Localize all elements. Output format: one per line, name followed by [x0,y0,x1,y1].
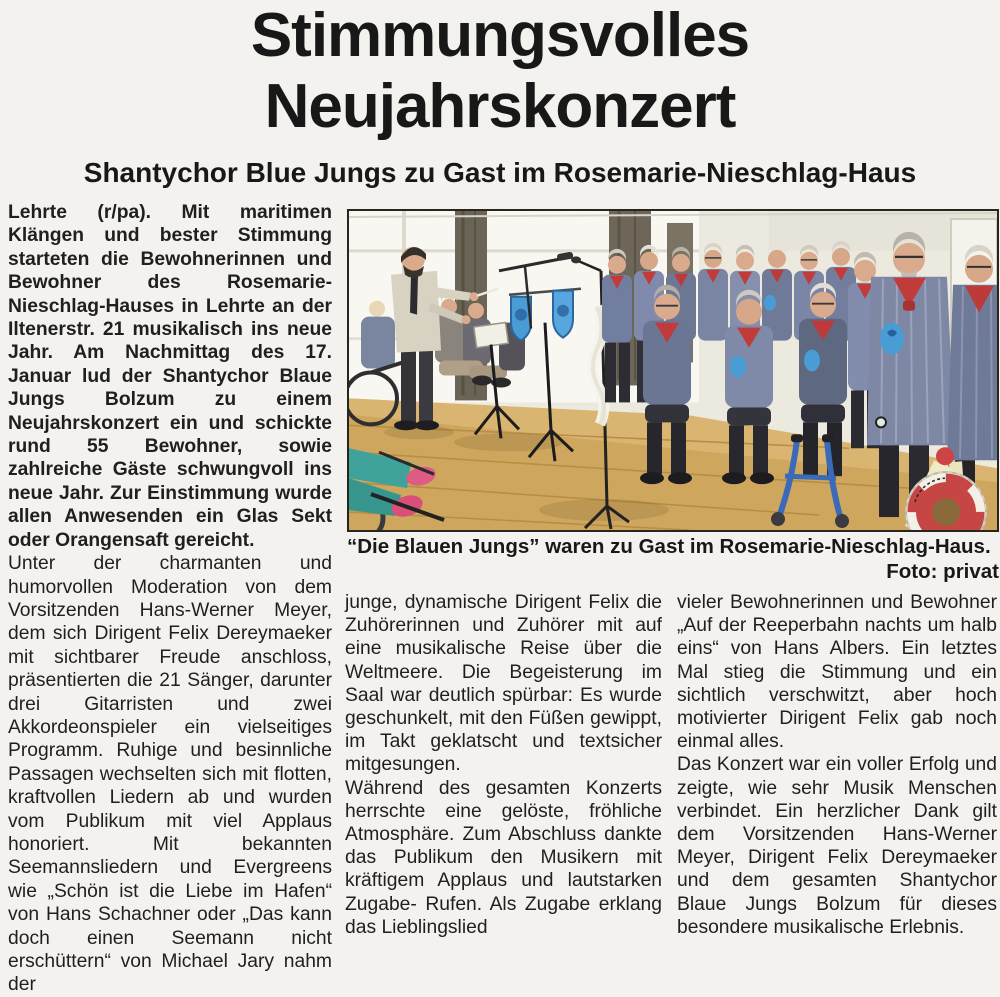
body-column-3 [677,591,997,939]
column3-paragraph-2: Das Konzert war ein voller Erfolg und zeigte, wie sehr Musik Menschen verbindet. Ein herzlicher Dank gilt dem Vorsitzenden Hans-Werner Meyer, Dirigent Felix Dereymaeker und dem gesamten Shantychor Blaue Jungs Bolzum für dieses besondere musikalische Erlebnis. [677,754,997,938]
column2-paragraph-2: Während des gesamten Konzerts herrschte eine gelöste, fröhliche Atmosphäre. Zum Abschluss dankte das Publikum den Musikern mit kräftigem Applaus und lautstarken Zugabe- Rufen. Als Zugabe erklang das Lieblingslied [345,777,662,938]
body-column-2 [345,591,662,939]
column2-paragraph-1: junge, dynamische Dirigent Felix die Zuhörerinnen und Zuhörer mit auf eine musikalische Reise über die Weltmeere. Die Begeisterung im Saal war deutlich spürbar: Es wurde geschunkelt, mit den Füßen gewippt, im Takt geklatscht und textsicher mitgesungen. [345,592,662,776]
headline-line2: Neujahrskonzert [264,72,736,141]
headline-line1: Stimmungsvolles [250,1,750,70]
column1-paragraph: Unter der charmanten und humorvollen Moderation von dem Vorsitzenden Hans-Werner Meyer, dem sich Dirigent Felix Dereymaeker mit sichtbarer Freude anschloss, präsentierten die 21 Sänger, darunter drei Gitarristen und zwei Akkordeonspieler ein vielseitiges Programm. Ruhige und besinnliche Passagen wechselten sich mit flotten, kraftvollen Liedern ab und wurden vom Publikum mit viel Applaus honoriert. Mit bekannten Seemannsliedern und Evergreens wie „Schön ist die Liebe im Hafen“ von Hans Schachner oder „Das kann doch einen Seemann nicht erschüttern“ von Michael Jary nahm der [8,553,332,996]
column3-paragraph-1: vieler Bewohnerinnen und Bewohner „Auf der Reeperbahn nachts um halb eins“ von Hans Albers. Ein letztes Mal stieg die Stimmung und ein sichtlich verschwitzt, aber hoch motivierter Dirigent Felix gab noch einmal alles. [677,592,997,753]
photo-caption: “Die Blauen Jungs” waren zu Gast im Rosemarie-Nieschlag-Haus. [347,535,991,558]
concert-photo-illustration [349,211,997,530]
subheadline: Shantychor Blue Jungs zu Gast im Rosemarie-Nieschlag-Haus [83,157,917,188]
body-column-1 [8,201,332,997]
article-photo [347,209,999,532]
headline [0,0,1000,142]
photo-credit: Foto: privat [886,560,999,583]
choir-front-row [640,283,847,484]
lead-paragraph: Lehrte (r/pa). Mit maritimen Klängen und bester Stimmung starteten die Bewohnerinnen und Bewohner des Rosemarie-Nieschlag-Hauses in Lehrte an der Iltenerstr. 21 musikalisch ins neue Jahr. Am Nachmittag des 17. Januar lud der Shantychor Blaue Jungs Bolzum zu einem Neujahrskonzert ein und schickte rund 55 Bewohner, sowie zahlreiche Gäste schwungvoll ins neue Jahr. Zur Einstimmung wurde allen Anwesenden ein Glas Sekt oder Orangensaft gereicht. [8,202,332,551]
